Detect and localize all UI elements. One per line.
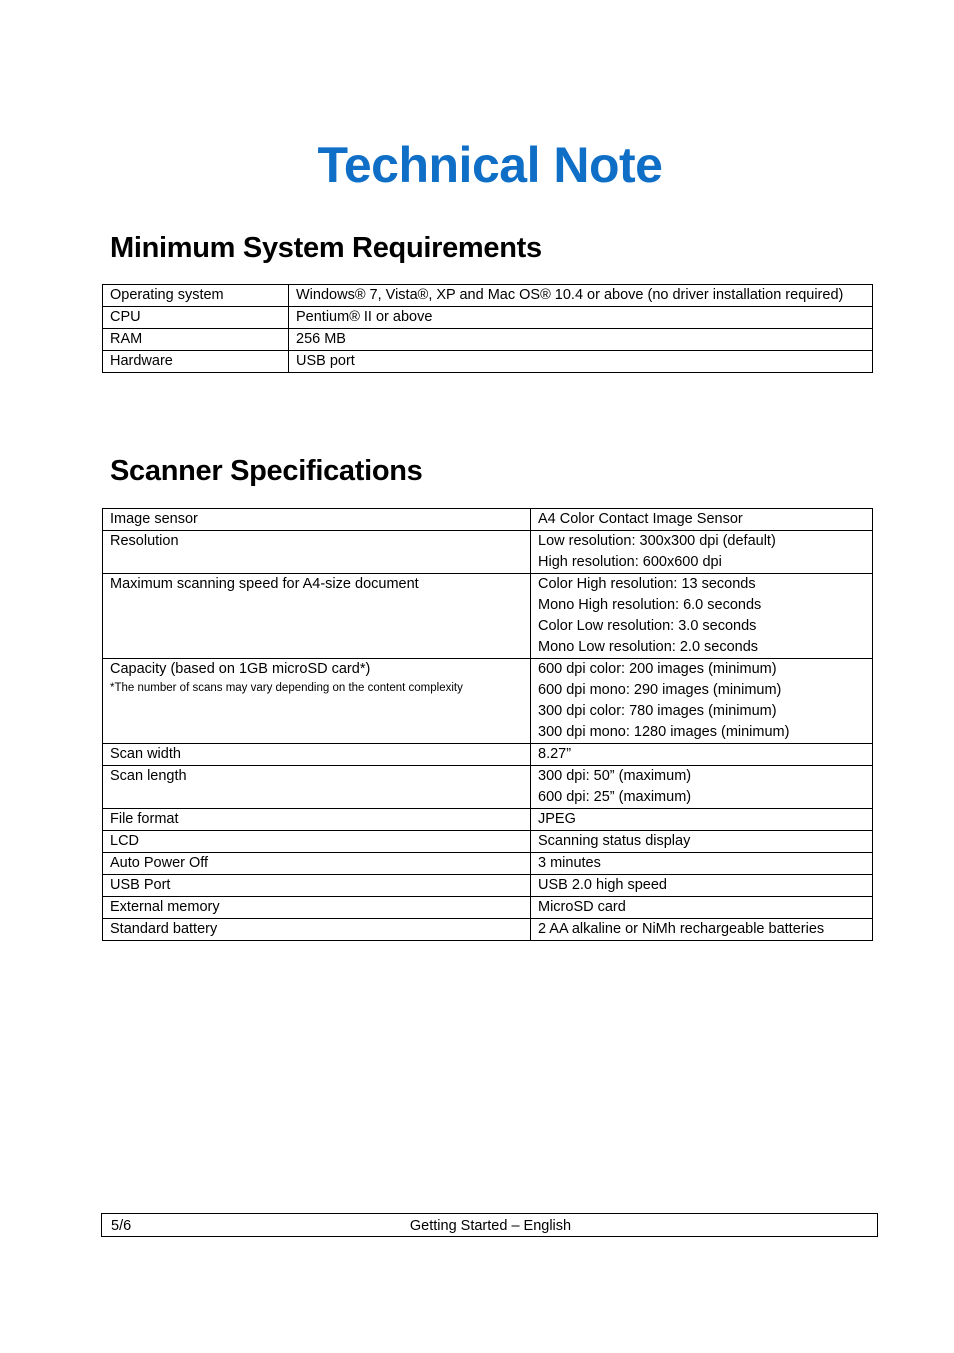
spec-label-cell — [103, 307, 289, 329]
spec-value: Color Low resolution: 3.0 seconds — [538, 618, 757, 634]
spec-label-cell — [103, 329, 289, 351]
spec-value: 8.27” — [538, 746, 572, 762]
scanner-specs-body — [103, 509, 873, 941]
spec-value-cell — [531, 853, 873, 875]
spec-value: Windows® 7, Vista®, XP and Mac OS® 10.4 or above (no driver installation required) — [296, 287, 844, 303]
spec-value: High resolution: 600x600 dpi — [538, 554, 722, 570]
spec-label-cell — [103, 351, 289, 373]
spec-value: 600 dpi mono: 290 images (minimum) — [538, 682, 782, 698]
spec-value-cell — [531, 531, 873, 574]
spec-label: RAM — [110, 331, 143, 347]
spec-value: 300 dpi color: 780 images (minimum) — [538, 703, 777, 719]
spec-value: Pentium® II or above — [296, 309, 433, 325]
spec-label-cell — [103, 659, 531, 744]
spec-label: Scan width — [110, 746, 181, 762]
spec-label: Maximum scanning speed for A4-size document — [110, 576, 419, 592]
spec-value: Low resolution: 300x300 dpi (default) — [538, 533, 776, 549]
table-row — [103, 831, 873, 853]
page-number: 5/6 — [111, 1218, 132, 1234]
spec-label-cell — [103, 875, 531, 897]
spec-value: 3 minutes — [538, 855, 601, 871]
table-row — [103, 285, 873, 307]
spec-value-cell — [289, 351, 873, 373]
spec-label-cell — [103, 897, 531, 919]
table-row — [103, 875, 873, 897]
spec-value-cell — [531, 659, 873, 744]
page-title: Technical Note — [317, 137, 663, 193]
spec-label-cell — [103, 285, 289, 307]
spec-value-cell — [531, 509, 873, 531]
spec-label: CPU — [110, 309, 141, 325]
table-row — [103, 307, 873, 329]
min-requirements-body — [103, 285, 873, 373]
spec-label: External memory — [110, 899, 220, 915]
spec-value: JPEG — [538, 811, 576, 827]
spec-value: Mono Low resolution: 2.0 seconds — [538, 639, 759, 655]
spec-value: USB 2.0 high speed — [538, 877, 667, 893]
spec-value: Scanning status display — [538, 833, 691, 849]
page-footer — [101, 1213, 878, 1237]
spec-label: USB Port — [110, 877, 171, 893]
spec-label-cell — [103, 853, 531, 875]
spec-label-cell — [103, 809, 531, 831]
spec-label: LCD — [110, 833, 140, 849]
spec-value: 256 MB — [296, 331, 346, 347]
spec-label: Auto Power Off — [110, 855, 209, 871]
table-row — [103, 809, 873, 831]
scanner-specs-table — [102, 508, 873, 941]
spec-value-cell — [531, 831, 873, 853]
table-row — [103, 897, 873, 919]
table-row — [103, 919, 873, 941]
spec-value-cell — [289, 307, 873, 329]
table-row — [103, 744, 873, 766]
spec-label: Resolution — [110, 533, 179, 549]
table-row — [103, 329, 873, 351]
spec-value: USB port — [296, 353, 355, 369]
spec-label-cell — [103, 919, 531, 941]
spec-value: MicroSD card — [538, 899, 626, 915]
spec-label: Operating system — [110, 287, 224, 303]
table-row — [103, 853, 873, 875]
spec-value: Color High resolution: 13 seconds — [538, 576, 756, 592]
min-requirements-table — [102, 284, 873, 373]
spec-label-cell — [103, 531, 531, 574]
spec-value: 300 dpi mono: 1280 images (minimum) — [538, 724, 790, 740]
spec-value: A4 Color Contact Image Sensor — [538, 511, 743, 527]
spec-label: Standard battery — [110, 921, 218, 937]
table-row — [103, 659, 873, 744]
spec-value: 2 AA alkaline or NiMh rechargeable batteries — [538, 921, 825, 937]
spec-value-cell — [289, 285, 873, 307]
spec-footnote: *The number of scans may vary depending on the content complexity — [110, 682, 463, 694]
spec-label: Hardware — [110, 353, 173, 369]
spec-value-cell — [289, 329, 873, 351]
spec-label-cell — [103, 831, 531, 853]
spec-label-cell — [103, 744, 531, 766]
spec-value: Mono High resolution: 6.0 seconds — [538, 597, 762, 613]
spec-value-cell — [531, 766, 873, 809]
spec-value-cell — [531, 744, 873, 766]
spec-label: Scan length — [110, 768, 187, 784]
spec-label-cell — [103, 509, 531, 531]
table-row — [103, 574, 873, 659]
scanner-specs-heading: Scanner Specifications — [110, 455, 423, 487]
spec-value-cell — [531, 919, 873, 941]
min-requirements-heading: Minimum System Requirements — [110, 232, 542, 264]
table-row — [103, 766, 873, 809]
spec-value: 600 dpi: 25” (maximum) — [538, 789, 692, 805]
footer-document-title: Getting Started – English — [409, 1218, 572, 1234]
spec-label: Capacity (based on 1GB microSD card*) — [110, 661, 371, 677]
spec-label: Image sensor — [110, 511, 198, 527]
spec-value-cell — [531, 875, 873, 897]
spec-value-cell — [531, 897, 873, 919]
table-row — [103, 351, 873, 373]
spec-value-cell — [531, 809, 873, 831]
spec-label-cell — [103, 574, 531, 659]
spec-value: 600 dpi color: 200 images (minimum) — [538, 661, 777, 677]
table-row — [103, 509, 873, 531]
spec-value-cell — [531, 574, 873, 659]
table-row — [103, 531, 873, 574]
spec-label-cell — [103, 766, 531, 809]
spec-value: 300 dpi: 50” (maximum) — [538, 768, 692, 784]
spec-label: File format — [110, 811, 179, 827]
